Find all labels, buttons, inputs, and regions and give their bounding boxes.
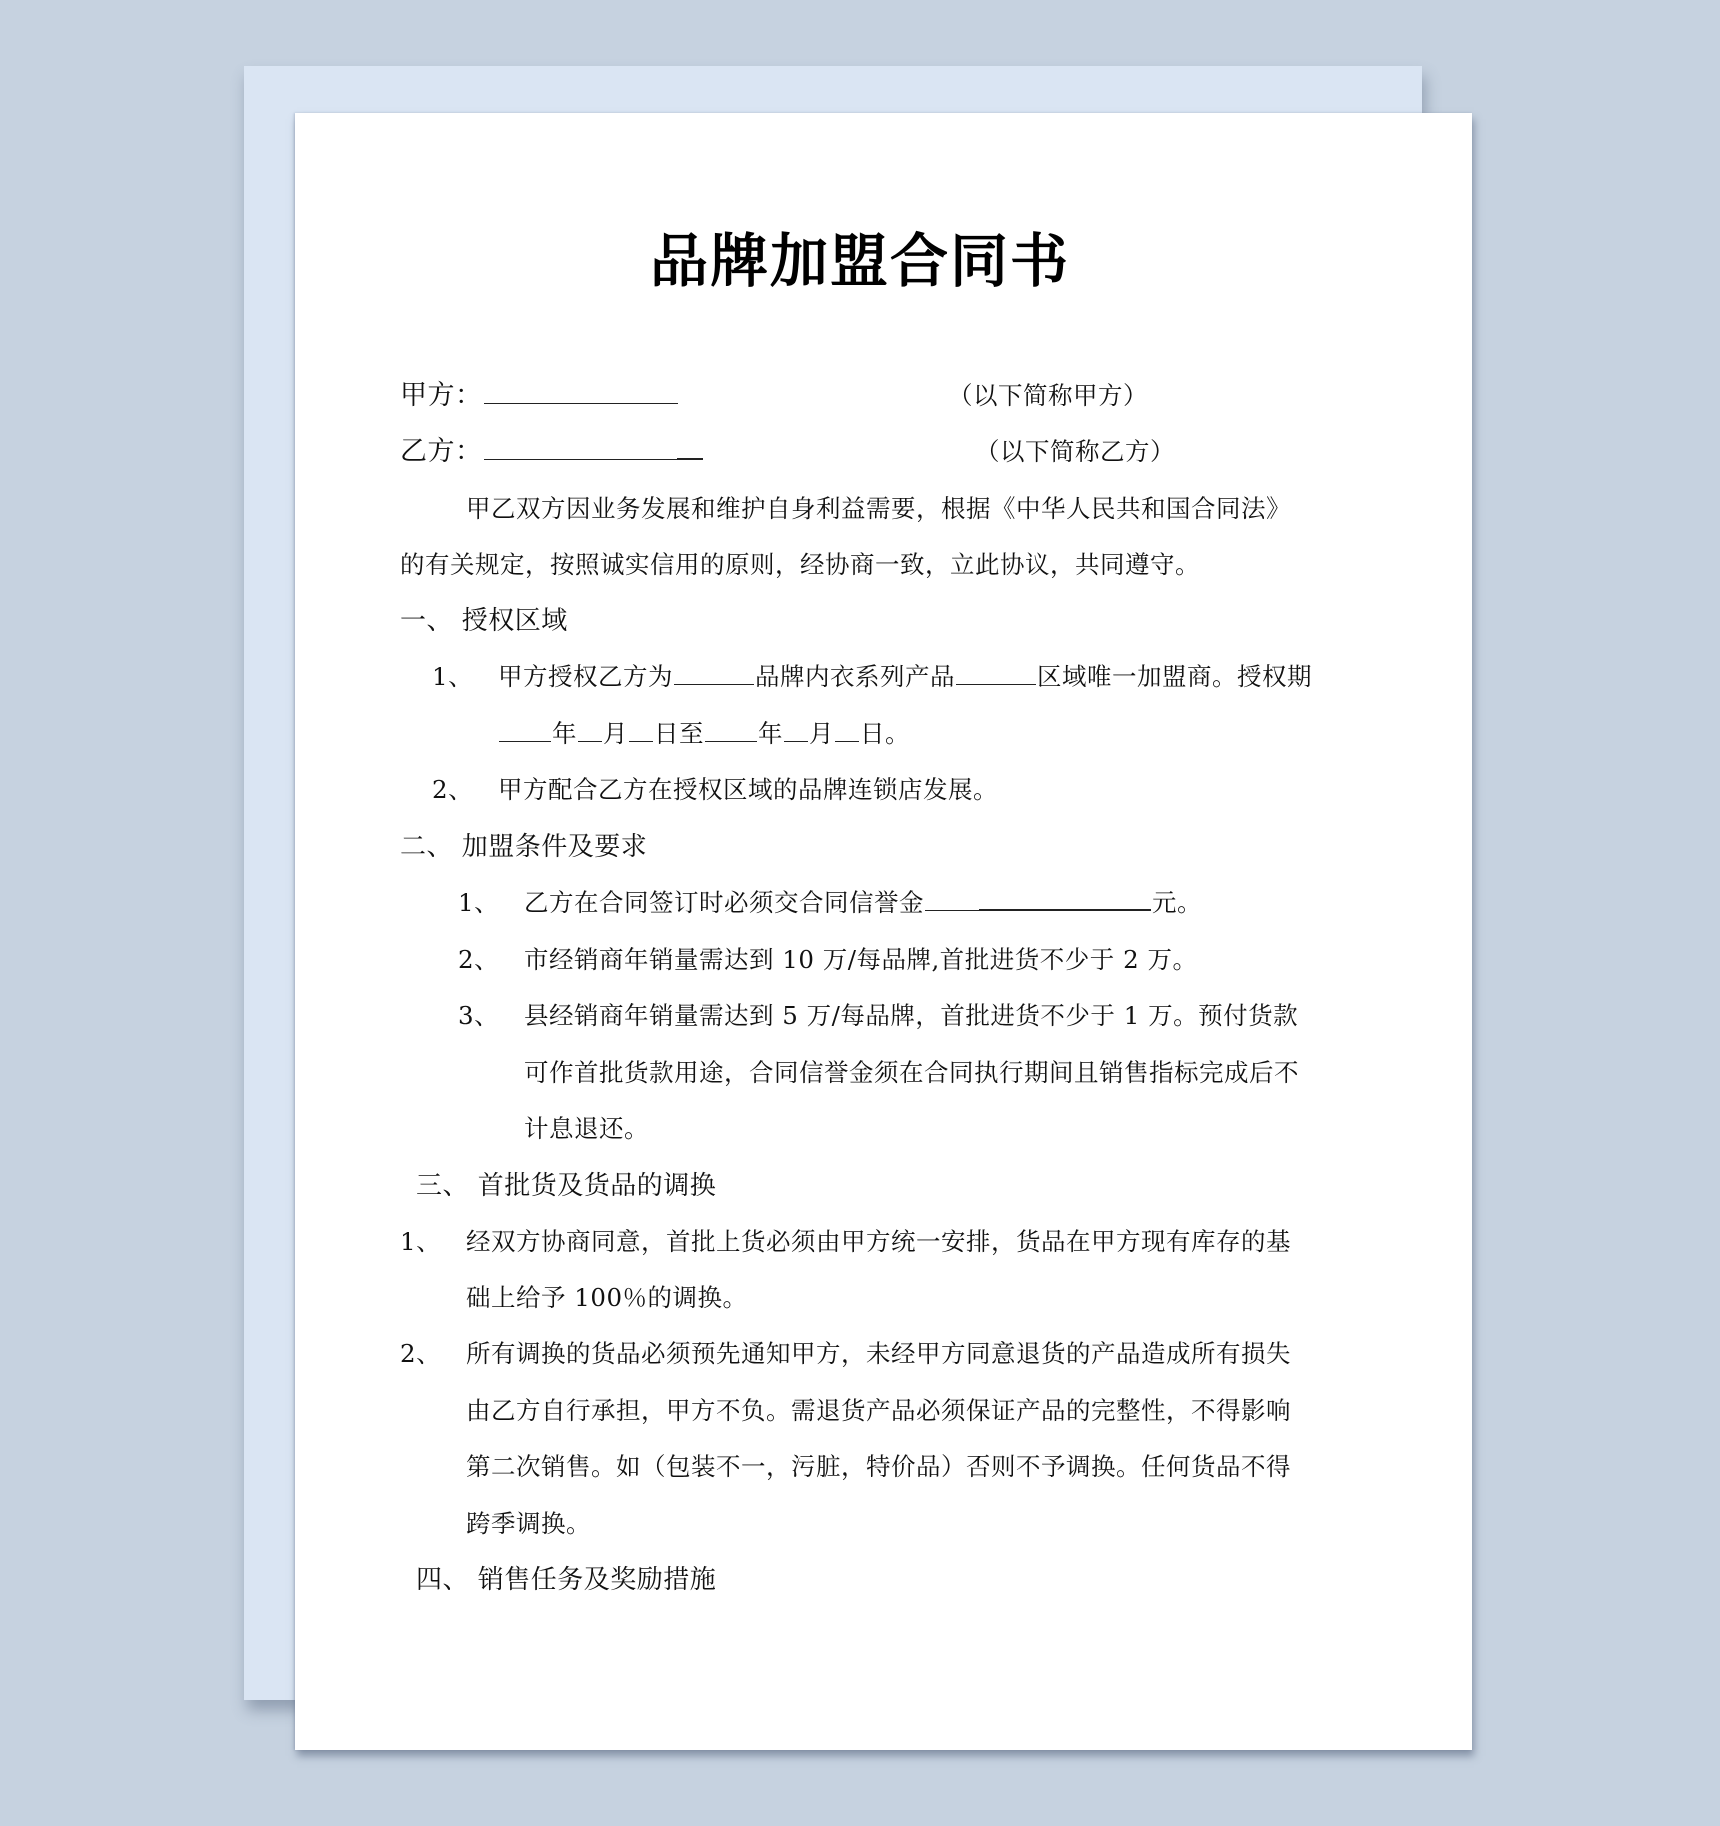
start-month-blank[interactable] (578, 740, 602, 742)
text-fragment: 月 (603, 719, 628, 748)
end-day-blank[interactable] (835, 740, 859, 742)
brand-blank[interactable] (674, 683, 754, 685)
text-fragment: 年 (552, 719, 577, 748)
text-fragment: 品牌内衣系列产品 (755, 662, 955, 691)
section-2-item-2-num: 2、 (458, 945, 500, 974)
section-2-heading: 二、 加盟条件及要求 (400, 832, 648, 862)
start-year-blank[interactable] (499, 740, 551, 742)
section-3-item-2-line-4: 跨季调换。 (466, 1509, 591, 1538)
text-fragment: 月 (809, 719, 834, 748)
section-1-item-1-dates (498, 719, 910, 748)
start-day-blank[interactable] (629, 740, 653, 742)
section-4-heading: 四、 销售任务及奖励措施 (416, 1565, 717, 1595)
deposit-blank-1[interactable] (925, 909, 979, 911)
region-blank[interactable] (956, 683, 1036, 685)
document-page (295, 113, 1472, 1750)
section-3-item-2-line-2: 由乙方自行承担，甲方不负。需退货产品必须保证产品的完整性，不得影响 (466, 1396, 1291, 1425)
party-b-blank[interactable] (484, 458, 678, 460)
section-2-item-1-text (524, 888, 1202, 917)
text-fragment: 日。 (860, 719, 910, 748)
party-b-note: （以下简称乙方） (975, 437, 1175, 466)
section-3-item-2-num: 2、 (400, 1339, 442, 1368)
section-1-item-2-text: 甲方配合乙方在授权区域的品牌连锁店发展。 (498, 775, 998, 804)
party-a-label: 甲方： (400, 380, 483, 411)
party-b-blank-ext (677, 457, 703, 460)
party-b-label: 乙方： (400, 436, 483, 467)
section-3-heading: 三、 首批货及货品的调换 (416, 1171, 717, 1201)
deposit-blank-2[interactable] (979, 908, 1151, 911)
end-month-blank[interactable] (784, 740, 808, 742)
section-1-heading: 一、 授权区域 (400, 606, 568, 636)
party-a-note: （以下简称甲方） (948, 381, 1148, 410)
section-3-item-2-line-3: 第二次销售。如（包装不一，污脏，特价品）否则不予调换。任何货品不得 (466, 1452, 1291, 1481)
section-2-item-3-num: 3、 (458, 1001, 500, 1030)
section-2-item-1-num: 1、 (458, 888, 500, 917)
party-b-line (400, 438, 704, 465)
text-fragment: 甲方授权乙方为 (498, 662, 673, 691)
party-a-line (400, 382, 679, 409)
section-3-item-2-line-1: 所有调换的货品必须预先通知甲方，未经甲方同意退货的产品造成所有损失 (466, 1339, 1291, 1368)
text-fragment: 区域唯一加盟商。授权期 (1037, 662, 1312, 691)
preamble-line-1: 甲乙双方因业务发展和维护自身利益需要，根据《中华人民共和国合同法》 (466, 494, 1291, 523)
text-fragment: 元。 (1152, 888, 1202, 917)
document-title: 品牌加盟合同书 (649, 227, 1070, 295)
section-3-item-1-line-1: 经双方协商同意，首批上货必须由甲方统一安排，货品在甲方现有库存的基 (466, 1227, 1291, 1256)
text-fragment: 日至 (654, 719, 704, 748)
party-a-blank[interactable] (484, 402, 678, 404)
section-2-item-2-text: 市经销商年销量需达到 10 万/每品牌,首批进货不少于 2 万。 (524, 945, 1198, 974)
section-1-item-1-num: 1、 (432, 662, 474, 691)
section-1-item-1-text (498, 662, 1312, 691)
section-2-item-3-line-1: 县经销商年销量需达到 5 万/每品牌，首批进货不少于 1 万。预付货款 (524, 1001, 1299, 1030)
end-year-blank[interactable] (705, 740, 757, 742)
section-3-item-1-line-2: 础上给予 100％的调换。 (466, 1283, 748, 1312)
section-2-item-3-line-2: 可作首批货款用途，合同信誉金须在合同执行期间且销售指标完成后不 (524, 1058, 1299, 1087)
preamble-line-2: 的有关规定，按照诚实信用的原则，经协商一致，立此协议，共同遵守。 (400, 550, 1200, 579)
section-3-item-1-num: 1、 (400, 1227, 442, 1256)
text-fragment: 乙方在合同签订时必须交合同信誉金 (524, 888, 924, 917)
text-fragment: 年 (758, 719, 783, 748)
section-1-item-2-num: 2、 (432, 775, 474, 804)
section-2-item-3-line-3: 计息退还。 (524, 1114, 649, 1143)
